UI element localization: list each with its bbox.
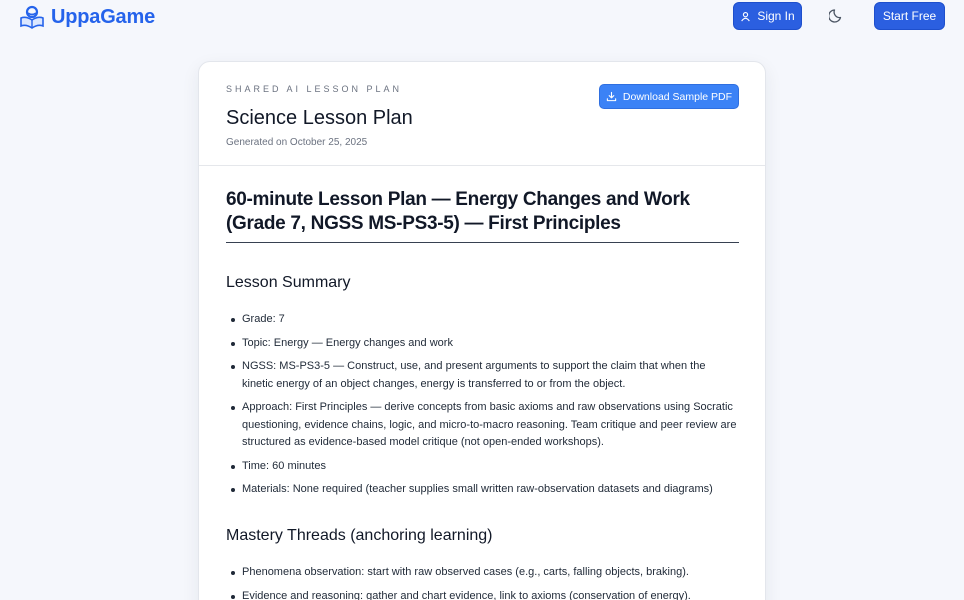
download-pdf-button[interactable] <box>599 84 739 109</box>
lesson-summary-heading: Lesson Summary <box>226 274 351 291</box>
download-icon <box>606 91 617 102</box>
list-item: Topic: Energy — Energy changes and work <box>226 335 739 353</box>
download-pdf-label: Download Sample PDF <box>622 90 733 103</box>
card-header <box>199 62 765 166</box>
generated-date: Generated on October 25, 2025 <box>226 137 368 148</box>
page-title: Science Lesson Plan <box>226 107 413 129</box>
book-reader-icon <box>19 4 45 30</box>
mastery-threads-list <box>226 564 739 600</box>
sign-in-label: Sign In <box>757 9 795 23</box>
user-icon <box>740 11 751 22</box>
top-navbar <box>0 0 964 36</box>
start-free-button[interactable] <box>874 2 945 30</box>
mastery-threads-heading: Mastery Threads (anchoring learning) <box>226 527 493 544</box>
lesson-plan-card <box>198 61 766 600</box>
lesson-heading: 60-minute Lesson Plan — Energy Changes and Work (Grade 7, NGSS MS-PS3-5) — First Principles <box>226 188 739 243</box>
list-item: Approach: First Principles — derive concepts from basic axioms and raw observations using Socratic questioning, evidence chains, logic, and micro-to-macro reasoning. Team critique and peer review are structured as evidence-based model critique (not open-ended workshops). <box>226 399 739 452</box>
lesson-summary-list <box>226 311 739 505</box>
list-item: Time: 60 minutes <box>226 458 739 476</box>
list-item: Materials: None required (teacher supplies small written raw-observation datasets and diagrams) <box>226 481 739 499</box>
list-item: NGSS: MS-PS3-5 — Construct, use, and present arguments to support the claim that when the kinetic energy of an object changes, energy is transferred to or from the object. <box>226 358 739 393</box>
moon-icon[interactable] <box>829 7 845 23</box>
brand-name: UppaGame <box>51 5 155 28</box>
brand-logo[interactable] <box>19 4 155 30</box>
eyebrow-label: SHARED AI LESSON PLAN <box>226 84 403 94</box>
list-item: Phenomena observation: start with raw observed cases (e.g., carts, falling objects, braking). <box>226 564 739 582</box>
start-free-label: Start Free <box>882 9 937 23</box>
sign-in-button[interactable] <box>733 2 802 30</box>
list-item: Grade: 7 <box>226 311 739 329</box>
list-item: Evidence and reasoning: gather and chart evidence, link to axioms (conservation of energy). <box>226 588 739 600</box>
